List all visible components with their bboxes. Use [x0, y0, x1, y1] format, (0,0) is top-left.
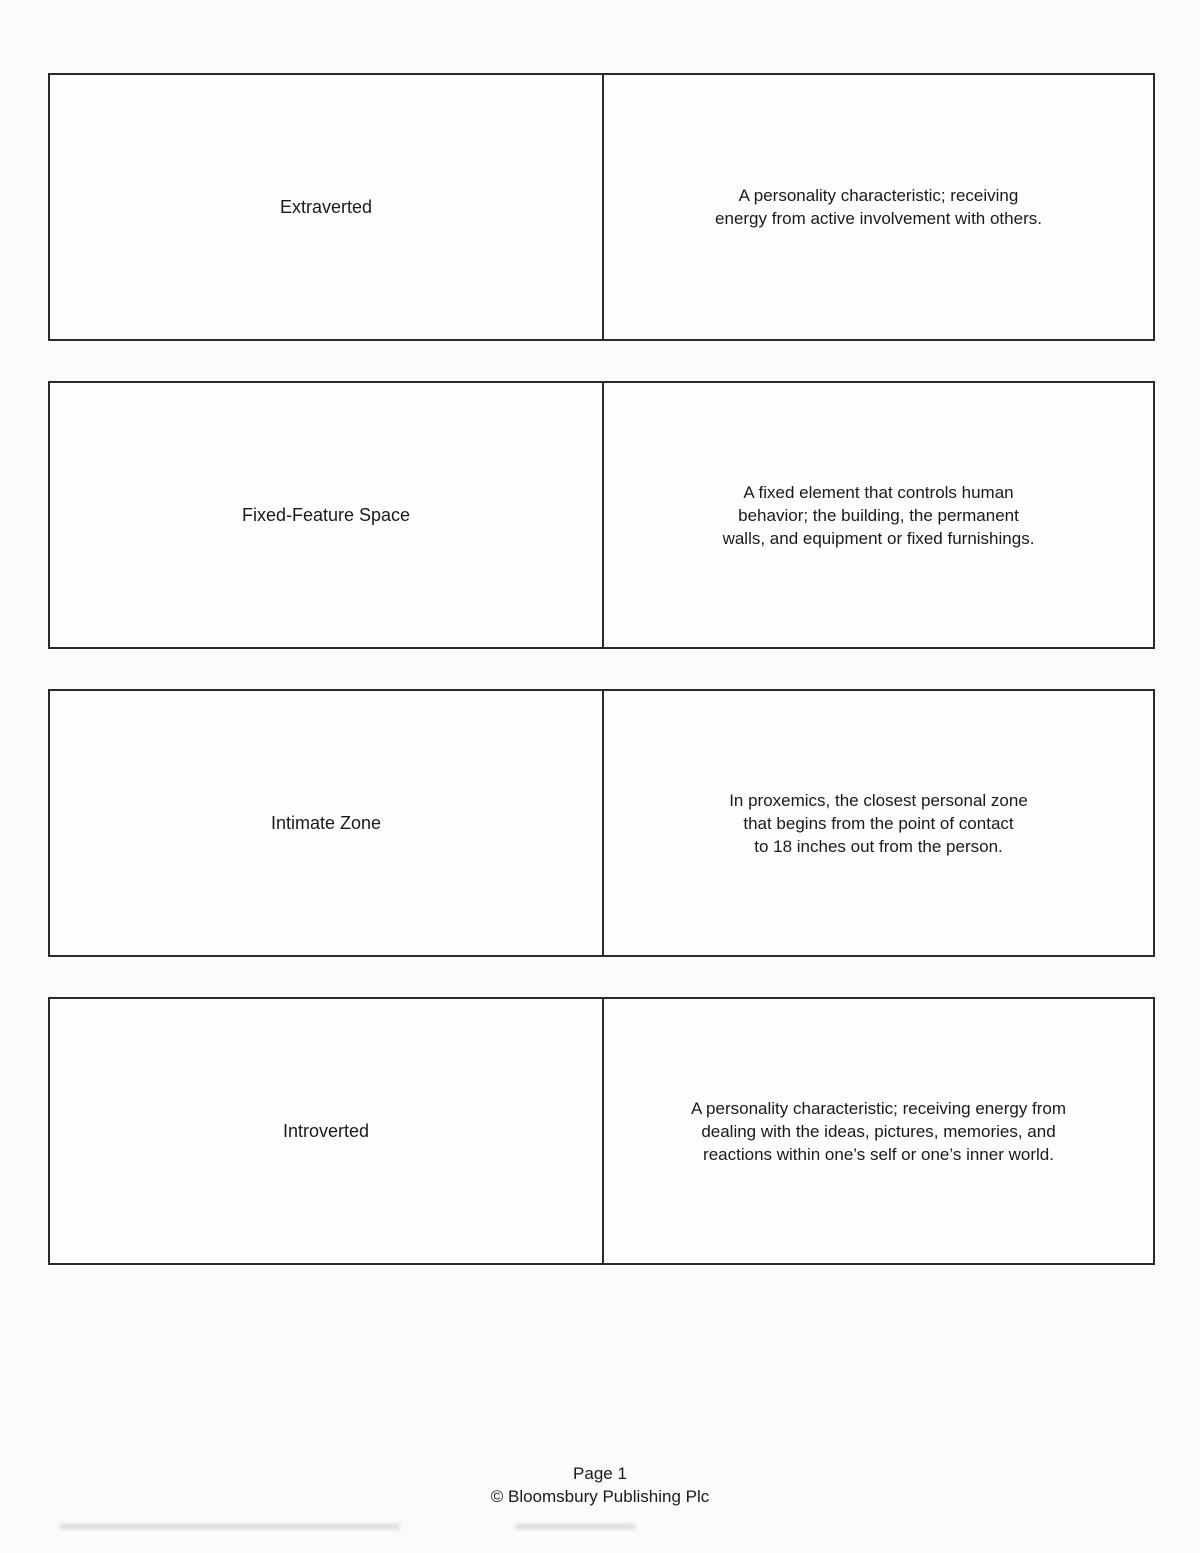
scan-artifact: [60, 1524, 400, 1529]
term-text: Introverted: [282, 1120, 370, 1141]
term-text: Intimate Zone: [270, 812, 382, 833]
flashcard-term: [50, 691, 604, 955]
copyright-notice: © Bloomsbury Publishing Plc: [490, 1487, 710, 1506]
term-text: Fixed-Feature Space: [241, 504, 411, 525]
page-number: Page 1: [573, 1464, 627, 1483]
flashcard-term: [50, 999, 604, 1263]
scan-artifact: [515, 1524, 635, 1529]
definition-text: A fixed element that controls human behavior; the building, the permanent walls, and equipment or fixed furnishings.: [722, 482, 1035, 548]
definition-text: A personality characteristic; receiving energy from dealing with the ideas, pictures, memories, and reactions within one’s self or one’s inner world.: [690, 1098, 1067, 1164]
flashcard-definition: [604, 383, 1153, 647]
flashcard: [48, 689, 1155, 957]
flashcard-term: [50, 75, 604, 339]
flashcard-definition: [604, 999, 1153, 1263]
flashcard: [48, 381, 1155, 649]
flashcard-definition: [604, 75, 1153, 339]
term-text: Extraverted: [279, 196, 373, 217]
definition-text: A personality characteristic; receiving energy from active involvement with others.: [715, 186, 1042, 228]
definition-text: In proxemics, the closest personal zone that begins from the point of contact to 18 inches out from the person.: [729, 790, 1028, 856]
flashcard-term: [50, 383, 604, 647]
flashcard-definition: [604, 691, 1153, 955]
flashcard: [48, 997, 1155, 1265]
flashcard: [48, 73, 1155, 341]
